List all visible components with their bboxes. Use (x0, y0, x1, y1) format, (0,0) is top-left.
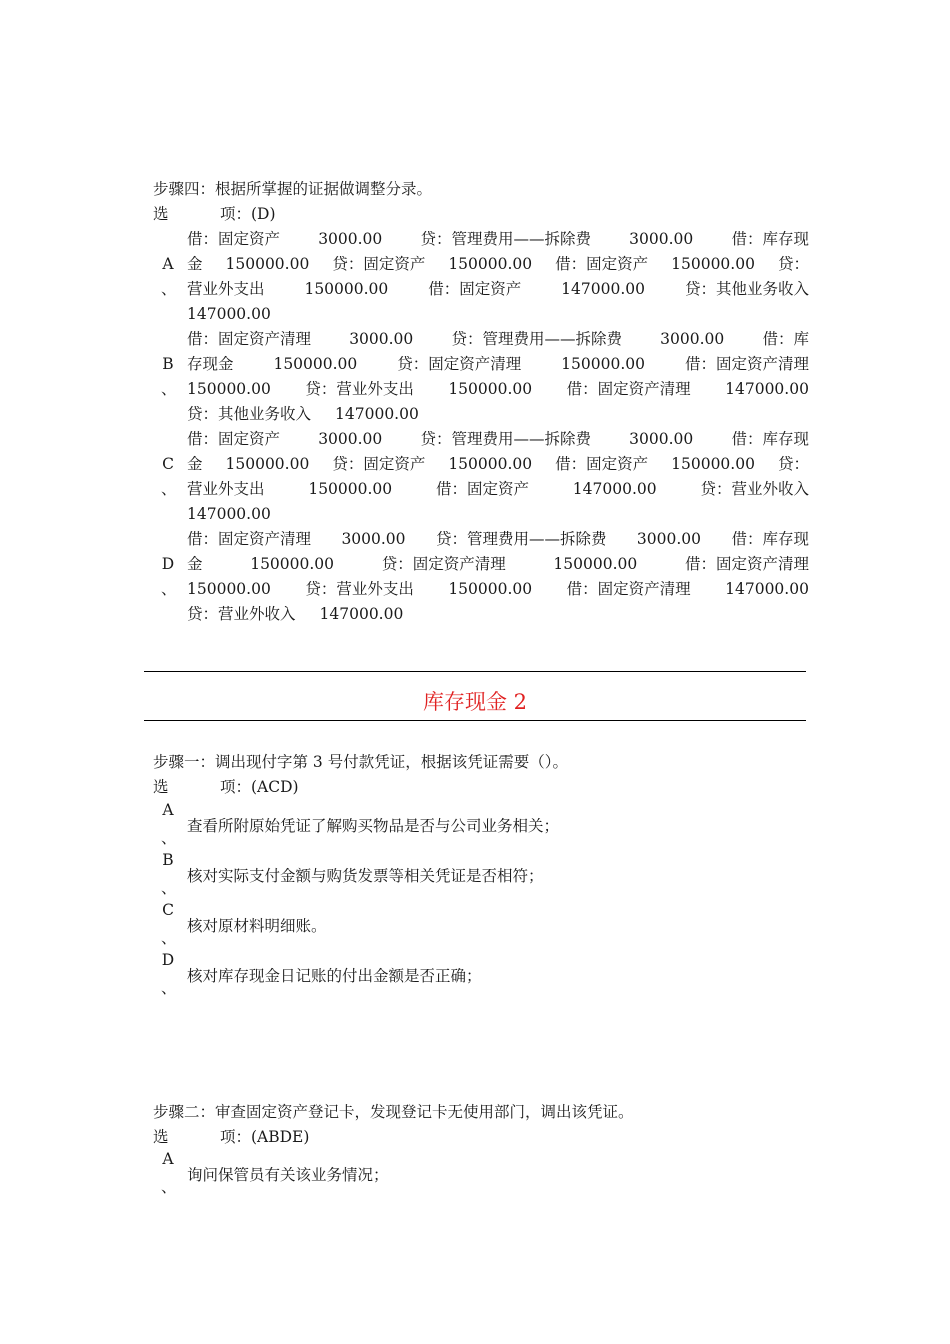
entry-token: 147000.00 (725, 380, 809, 398)
entry-token: 贷：固定资产 (332, 455, 426, 473)
option-text: 查看所附原始凭证了解购买物品是否与公司业务相关； (187, 817, 560, 835)
entry-token: 3000.00 (636, 530, 702, 548)
option-comma: 、 (161, 580, 177, 598)
option-letter: A (162, 1150, 174, 1168)
entry-line (187, 302, 809, 327)
entry-token: 借：固定资产清理 (566, 580, 691, 598)
entry-token: 3000.00 (660, 330, 725, 348)
entry-token: 150000.00 (225, 455, 310, 473)
option-text: 询问保管员有关该业务情况； (187, 1166, 389, 1184)
entry-token: 借：固定资产清理 (566, 380, 691, 398)
entry-token: 营业外支出 (187, 480, 265, 498)
entry-token: 贷：管理费用——拆除费 (435, 530, 607, 548)
option-letter: D (161, 951, 175, 969)
entry-token: 贷：固定资产 (332, 255, 426, 273)
entry-token: 借：固定资产清理 (684, 355, 809, 373)
entry-token: 150000.00 (448, 380, 533, 398)
entry-token: 借：固定资产 (187, 230, 281, 248)
entry-token: 贷： (777, 455, 809, 473)
entry-token: 150000.00 (304, 280, 389, 298)
entry-token: 150000.00 (448, 455, 533, 473)
entry-token: 3000.00 (318, 230, 383, 248)
option-entry-lines (187, 227, 809, 327)
entry-line (187, 227, 809, 252)
entry-token: 借：固定资产 (187, 430, 281, 448)
entry-line (187, 252, 809, 277)
entry-token: 150000.00 (448, 580, 533, 598)
entry-token: 150000.00 (187, 380, 271, 398)
section-heading: 库存现金 2 (422, 690, 528, 714)
entry-token: 147000.00 (319, 605, 404, 623)
entry-line (187, 377, 809, 402)
entry-token: 贷：营业外支出 (305, 380, 414, 398)
step2-title: 步骤二：审查固定资产登记卡，发现登记卡无使用部门，调出该凭证。 (153, 1103, 634, 1121)
entry-token: 147000.00 (572, 480, 657, 498)
entry-token: 贷：其他业务收入 (187, 405, 312, 423)
entry-token: 借：固定资产 (555, 255, 649, 273)
entry-token: 150000.00 (448, 255, 533, 273)
entry-token: 150000.00 (671, 255, 755, 273)
option-letter: B (162, 355, 174, 373)
choice-value: 项：(ABDE) (220, 1128, 310, 1146)
entry-token: 营业外支出 (187, 280, 265, 298)
entry-token: 贷：固定资产清理 (397, 355, 522, 373)
entry-token: 147000.00 (725, 580, 809, 598)
entry-token: 借：库存现 (731, 530, 809, 548)
entry-line (187, 552, 809, 577)
option-entry-lines (187, 427, 809, 527)
entry-token: 3000.00 (318, 430, 383, 448)
option-entry-lines (187, 327, 809, 427)
entry-token: 3000.00 (349, 330, 414, 348)
entry-line (187, 452, 809, 477)
entry-token: 借：固定资产 (555, 455, 649, 473)
entry-token: 借：库 (762, 330, 809, 348)
option-letter: A (162, 255, 174, 273)
entry-line (187, 402, 809, 427)
entry-line (187, 327, 809, 352)
entry-token: 150000.00 (225, 255, 310, 273)
entry-line (187, 527, 809, 552)
entry-token: 贷：管理费用——拆除费 (420, 430, 591, 448)
entry-token: 借：固定资产清理 (187, 530, 312, 548)
entry-token: 150000.00 (561, 355, 645, 373)
step4-answer (153, 202, 276, 224)
entry-token: 150000.00 (273, 355, 358, 373)
entry-token: 金 (187, 255, 203, 273)
entry-line (187, 602, 809, 627)
step1-title: 步骤一：调出现付字第 3 号付款凭证，根据该凭证需要（）。 (153, 753, 568, 771)
option-comma: 、 (161, 480, 177, 498)
entry-token: 贷：管理费用——拆除费 (451, 330, 622, 348)
choice-label: 选 (153, 778, 169, 796)
option-text: 核对原材料明细账。 (187, 917, 327, 935)
entry-token: 150000.00 (308, 480, 393, 498)
entry-token: 150000.00 (553, 555, 638, 573)
option-letter: C (162, 455, 174, 473)
choice-label: 选 (153, 1128, 169, 1146)
entry-token: 贷：固定资产清理 (381, 555, 506, 573)
step4-title: 步骤四：根据所掌握的证据做调整分录。 (153, 180, 433, 198)
entry-token: 贷：管理费用——拆除费 (420, 230, 591, 248)
entry-token: 借：固定资产 (435, 480, 529, 498)
entry-token: 借：库存现 (731, 230, 809, 248)
option-letter: C (162, 901, 174, 919)
option-comma: 、 (161, 280, 177, 298)
step2-answer (153, 1125, 309, 1147)
entry-token: 150000.00 (671, 455, 755, 473)
entry-line (187, 577, 809, 602)
entry-token: 147000.00 (335, 405, 419, 423)
entry-token: 借：库存现 (731, 430, 809, 448)
entry-line (187, 427, 809, 452)
option-comma: 、 (161, 929, 177, 947)
option-comma: 、 (161, 829, 177, 847)
option-text: 核对库存现金日记账的付出金额是否正确； (187, 967, 482, 985)
entry-token: 贷：其他业务收入 (684, 280, 809, 298)
entry-token: 3000.00 (629, 430, 694, 448)
choice-value: 项：(D) (220, 205, 276, 223)
entry-token: 147000.00 (187, 305, 271, 323)
entry-token: 金 (187, 455, 203, 473)
entry-line (187, 477, 809, 502)
option-letter: B (162, 851, 174, 869)
entry-token: 3000.00 (341, 530, 406, 548)
option-letter: D (161, 555, 175, 573)
entry-token: 147000.00 (187, 505, 271, 523)
entry-line (187, 502, 809, 527)
entry-token: 贷： (777, 255, 809, 273)
choice-label: 选 (153, 205, 169, 223)
entry-token: 150000.00 (187, 580, 271, 598)
entry-line (187, 352, 809, 377)
section-top-rule (144, 671, 806, 672)
entry-token: 贷：营业外收入 (700, 480, 809, 498)
option-comma: 、 (161, 380, 177, 398)
entry-token: 借：固定资产 (428, 280, 522, 298)
entry-token: 贷：营业外支出 (305, 580, 414, 598)
entry-token: 147000.00 (561, 280, 645, 298)
option-comma: 、 (161, 1178, 177, 1196)
entry-token: 借：固定资产清理 (187, 330, 312, 348)
option-entry-lines (187, 527, 809, 627)
entry-token: 3000.00 (629, 230, 694, 248)
option-comma: 、 (161, 979, 177, 997)
entry-token: 金 (187, 555, 203, 573)
option-comma: 、 (161, 879, 177, 897)
choice-value: 项：(ACD) (220, 778, 299, 796)
entry-token: 借：固定资产清理 (684, 555, 809, 573)
entry-token: 存现金 (187, 355, 234, 373)
entry-line (187, 277, 809, 302)
option-letter: A (162, 801, 174, 819)
section-bottom-rule (144, 720, 806, 721)
entry-token: 贷：营业外收入 (187, 605, 296, 623)
step1-answer (153, 775, 299, 797)
entry-token: 150000.00 (250, 555, 335, 573)
option-text: 核对实际支付金额与购货发票等相关凭证是否相符； (187, 867, 544, 885)
